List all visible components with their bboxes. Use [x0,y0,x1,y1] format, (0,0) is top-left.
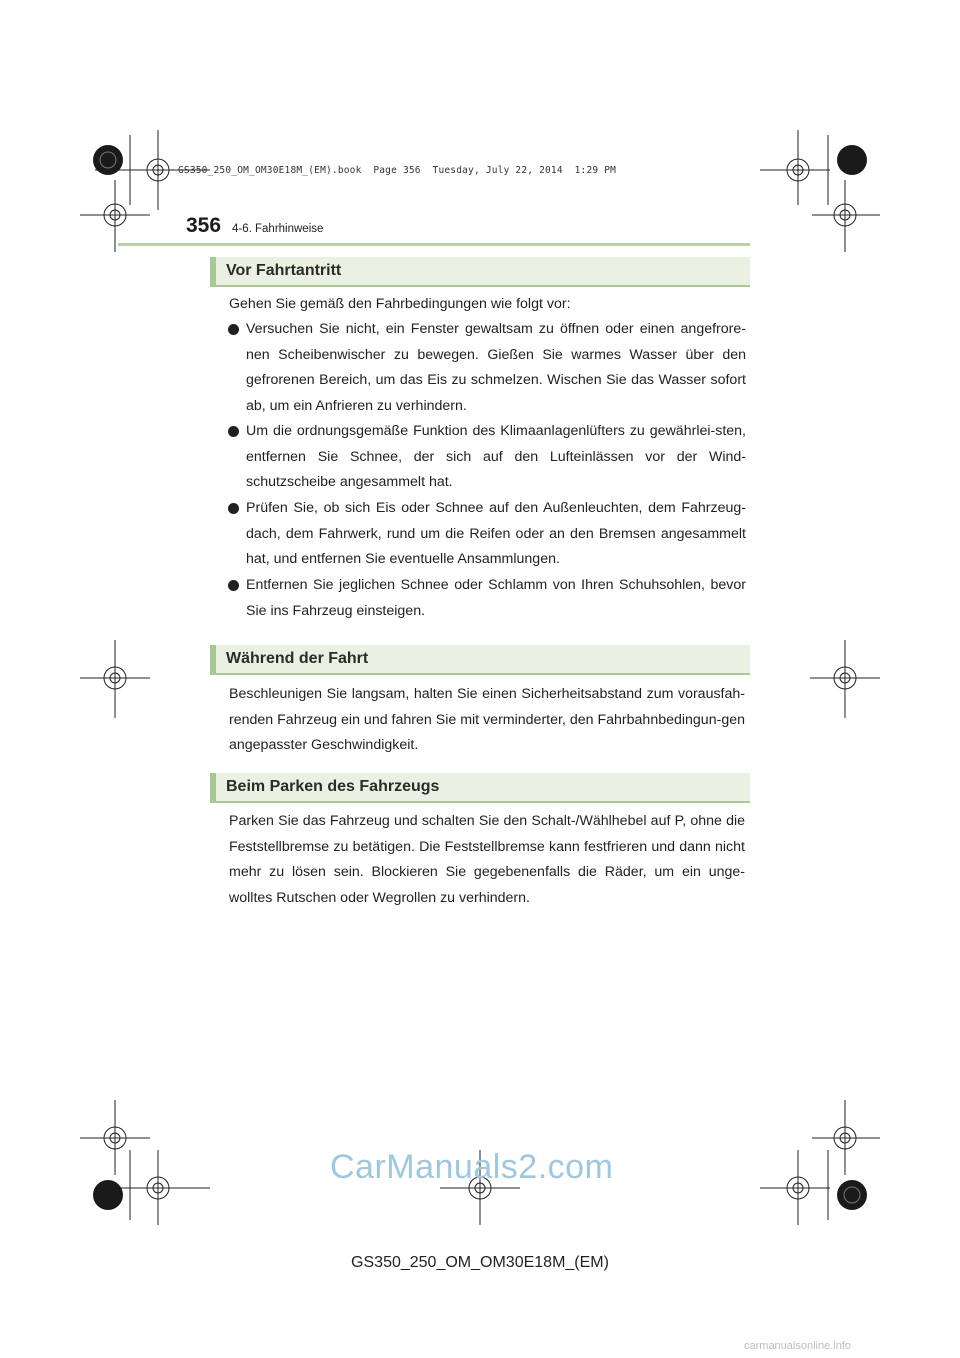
list-item: Um die ordnungsgemäße Funktion des Klimaanlagenlüfters zu gewährlei-sten, entfernen Sie Schnee, der sich auf den Lufteinlässen vor der Wind-schutzscheibe angesammelt hat. [228,419,746,496]
list-item: Versuchen Sie nicht, ein Fenster gewaltsam zu öffnen oder einen angefrore-nen Scheibenwischer zu bewegen. Gießen Sie warmes Wasser über den gefrorenen Bereich, um das Eis zu schmelzen. Wischen Sie das Wasser sofort ab, um ein Anfrieren zu verhindern. [228,317,746,419]
print-info-line: GS350_250_OM_OM30E18M_(EM).book Page 356 Tuesday, July 22, 2014 1:29 PM [178,165,617,176]
section-heading-vor-fahrtantritt [210,257,750,287]
section-heading-text: Während der Fahrt [226,650,369,667]
bullet-icon [228,324,239,335]
bullet-icon [228,503,239,514]
intro-paragraph: Gehen Sie gemäß den Fahrbedingungen wie folgt vor: [229,296,571,312]
section-heading-text: Vor Fahrtantritt [226,262,342,279]
section-heading-waehrend-der-fahrt [210,645,750,675]
header-rule [118,243,750,246]
body-paragraph: Beschleunigen Sie langsam, halten Sie einen Sicherheitsabstand zum vorausfah-renden Fahrzeug ein und fahren Sie mit verminderter, den Fahrbahnbedingun-gen angepasster Geschwindigkeit. [229,686,745,753]
list-item: Entfernen Sie jeglichen Schnee oder Schlamm von Ihren Schuhsohlen, bevor Sie ins Fahrzeug einsteigen. [228,573,746,624]
section-heading-beim-parken [210,773,750,803]
footer-document-code: GS350_250_OM_OM30E18M_(EM) [351,1254,609,1271]
site-mark: carmanualsonline.info [744,1340,852,1352]
watermark-text: CarManuals2.com [330,1148,614,1186]
bullet-icon [228,426,239,437]
list-item: Prüfen Sie, ob sich Eis oder Schnee auf den Außenleuchten, dem Fahrzeug-dach, dem Fahrwerk, rund um die Reifen oder an den Bremsen angesammelt hat, und entfernen Sie eventuelle Ansammlungen. [228,496,746,573]
section-heading-text: Beim Parken des Fahrzeugs [226,778,440,795]
section-title: 4-6. Fahrhinweise [232,223,324,235]
page-number: 356 [186,214,222,237]
bullet-icon [228,580,239,591]
body-paragraph: Parken Sie das Fahrzeug und schalten Sie den Schalt-/Wählhebel auf P, ohne die Feststellbremse zu betätigen. Die Feststellbremse kann festfrieren und dann nicht mehr zu lösen sein. Blockieren Sie gegebenenfalls die Räder, um ein unge-wolltes Rutschen oder Wegrollen zu verhindern. [229,813,745,906]
